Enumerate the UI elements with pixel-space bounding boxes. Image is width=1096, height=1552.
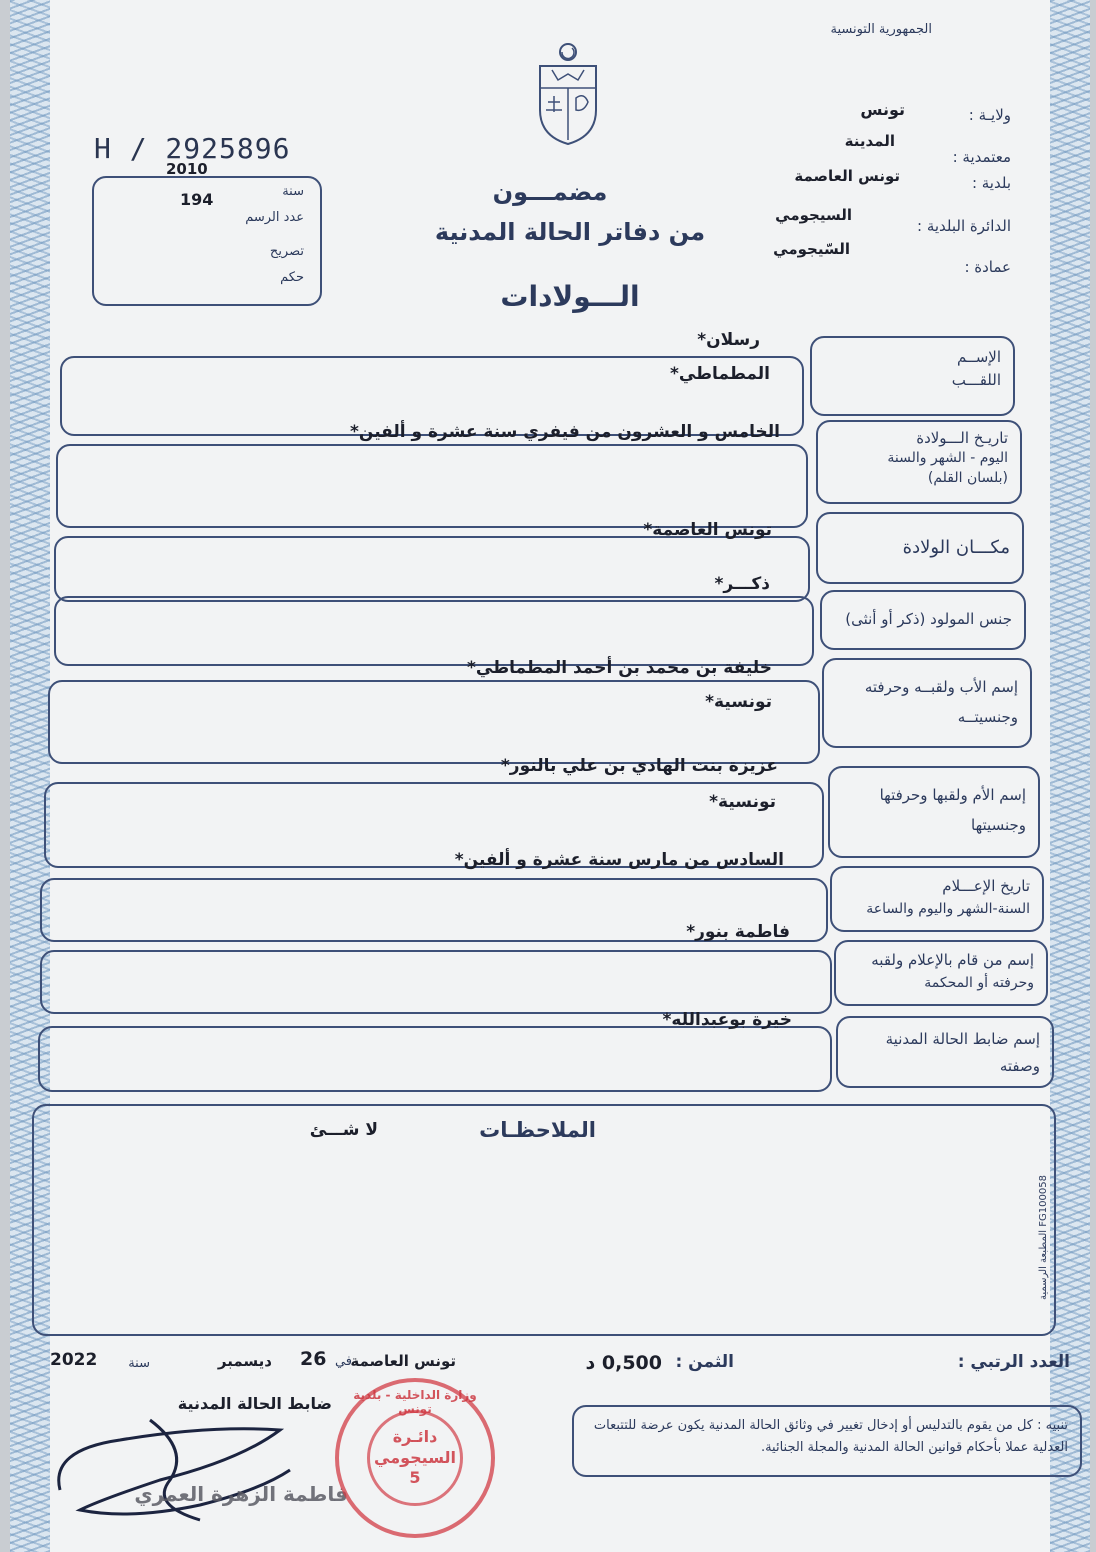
birthplace-label-box: [816, 512, 1024, 584]
issue-month: ديسمبر: [217, 1352, 272, 1370]
surname-label: اللقـــب: [951, 371, 1001, 390]
father-name-value: خليفة بن محمد بن أحمد المطماطي*: [467, 658, 772, 678]
declaration-date-value: السادس من مارس سنة عشرة و ألفين*: [454, 850, 784, 870]
register-year-label: سنة: [282, 184, 304, 199]
baladia-label: بلدية :: [971, 174, 1011, 192]
omada-label: عمادة :: [964, 258, 1011, 276]
daira-value: السيجومي: [775, 206, 852, 224]
issue-year-label: سنة: [128, 1356, 150, 1371]
birth-date-label: تاريـخ الـــولادة: [916, 429, 1008, 447]
declaration-date-sub-label: السنة-الشهر واليوم والساعة: [866, 901, 1030, 917]
surname-value: المطماطي*: [669, 364, 770, 384]
republic-heading: الجمهورية التونسية: [830, 22, 932, 37]
mother-name-value: عزيزة بنت الهادي بن علي بالنور*: [500, 756, 778, 776]
gender-label: جنس المولود (ذكر أو أنثى): [845, 610, 1012, 628]
mother-label-box: [828, 766, 1040, 858]
price-label: الثمن :: [675, 1352, 734, 1372]
title-births: الـــولادات: [500, 280, 640, 313]
officer-capacity-label: وصفته: [999, 1057, 1040, 1075]
gender-value: ذكـــر*: [714, 574, 770, 594]
remarks-label: الملاحظـات: [479, 1118, 596, 1142]
official-stamp: [335, 1378, 495, 1538]
document-paper: [10, 0, 1090, 1552]
father-nationality-value: تونسية*: [705, 692, 772, 712]
serial-label: العدد الرتبي :: [957, 1352, 1070, 1372]
register-number-value: 194: [180, 190, 214, 209]
birth-date-sub-label: اليوم - الشهر والسنة: [887, 450, 1008, 466]
birthplace-value-box: [54, 536, 810, 602]
birth-date-value: الخامس و العشرون من فيفري سنة عشرة و ألفين*: [350, 422, 780, 442]
register-year-value: 2010: [166, 160, 208, 178]
father-label: إسم الأب ولقبــه وحرفته: [864, 678, 1018, 696]
issue-year-value: 2022: [50, 1350, 98, 1370]
wilaya-value: تونس: [860, 100, 905, 119]
motamadia-label: معتمدية :: [952, 148, 1011, 166]
officer-label: إسم ضابط الحالة المدنية: [885, 1030, 1040, 1048]
officer-value-box: [38, 1026, 832, 1092]
signature-icon: [40, 1410, 340, 1530]
stamp-line-1: دائـرة: [392, 1426, 438, 1446]
wilaya-label: ولايـة :: [968, 106, 1011, 124]
coat-of-arms-icon: [532, 40, 604, 148]
gender-value-box: [54, 596, 814, 666]
birth-date-label-box: [816, 420, 1022, 504]
issue-place: تونس العاصمة: [350, 1352, 456, 1370]
stamp-line-2: السيجومي: [374, 1447, 456, 1467]
declarant-value-box: [40, 950, 832, 1014]
title-civil-registry: من دفاتر الحالة المدنية: [434, 218, 706, 246]
right-guilloche-border: [1050, 0, 1090, 1552]
stamp-ring-text: وزارة الداخلية - بلدية تونس: [353, 1388, 477, 1416]
serial-number: H / 2925896: [94, 132, 291, 165]
register-judgment-label: حكم: [280, 270, 304, 285]
father-label-box: [822, 658, 1032, 748]
officer-value: خيرة بوعبدالله*: [662, 1010, 792, 1030]
declaration-date-label-box: [830, 866, 1044, 932]
price-value: 0,500 د: [585, 1352, 662, 1374]
legal-notice-text: تنبيه : كل من يقوم بالتدليس أو إدخال تغيير في وثائق الحالة المدنية يكون عرضة للتتبعات العدلية عملا بأحكام قوانين الحالة المدنية والمجلة الجنائية.: [593, 1418, 1068, 1456]
birth-date-in-words-label: (بلسان القلم): [927, 469, 1008, 486]
daira-label: الدائرة البلدية :: [917, 217, 1011, 235]
first-name-value: رسلان*: [697, 330, 760, 350]
mother-label: إسم الأم ولقبها وحرفتها: [879, 786, 1026, 804]
officer-title: ضابط الحالة المدنية: [177, 1394, 332, 1413]
register-declaration-label: تصريح: [269, 244, 304, 259]
declarant-label: إسم من قام بالإعلام ولقبه: [871, 951, 1034, 969]
stamp-line-3: 5: [409, 1468, 421, 1488]
mother-nationality-value: تونسية*: [709, 792, 776, 812]
omada-value: السّيجومي: [773, 240, 850, 258]
birthplace-label: مكـــان الولادة: [902, 537, 1010, 558]
birth-date-value-box: [56, 444, 808, 528]
remarks-value: لا شـــئ: [309, 1120, 378, 1140]
issue-in-label: في: [334, 1354, 352, 1369]
declaration-date-label: تاريخ الإعـــلام: [942, 877, 1030, 895]
printer-code: المطبعة الرسمية FG100058: [1038, 1175, 1049, 1300]
city-value: المدينة: [844, 132, 895, 150]
name-label-box: [810, 336, 1015, 416]
name-label: الإســم: [956, 348, 1001, 366]
baladia-value: تونس العاصمة: [794, 167, 900, 185]
gender-label-box: [820, 590, 1026, 650]
legal-notice-box: [572, 1405, 1082, 1477]
issue-day: 26: [300, 1348, 327, 1370]
stamp-inner-ring: [367, 1410, 463, 1506]
declarant-value: فاطمة بنور*: [686, 922, 790, 942]
declarant-sub-label: وحرفته أو المحكمة: [924, 975, 1034, 991]
mother-nationality-label: وجنسيتها: [971, 816, 1026, 834]
officer-name-stamp: فاطمة الزهرة العمري: [134, 1482, 348, 1506]
register-number-label: عدد الرسم: [245, 210, 304, 225]
officer-label-box: [836, 1016, 1054, 1088]
birthplace-value: تونس العاصمة*: [643, 520, 772, 540]
father-nationality-label: وجنسيتــه: [957, 708, 1018, 726]
title-content: مضمـــون: [492, 178, 608, 206]
declarant-label-box: [834, 940, 1048, 1006]
